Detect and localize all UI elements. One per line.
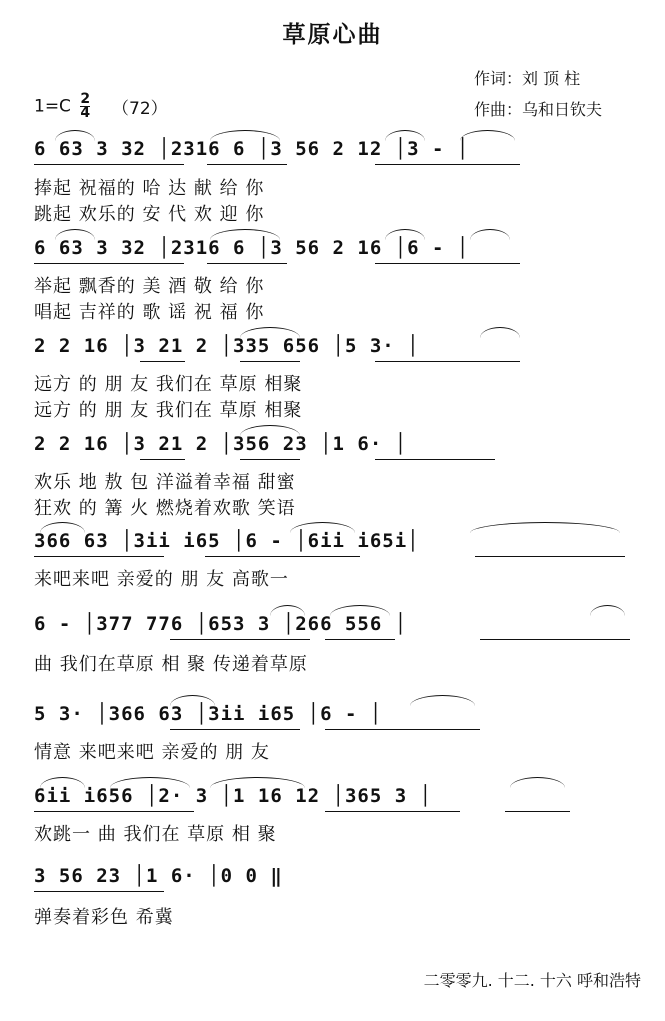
beam [375, 459, 495, 460]
time-top: 2 [80, 91, 91, 107]
notation-line: 5 3· │366 63 │3ii i65 │6 - │ [34, 703, 383, 725]
composer-credit: 作曲：乌和日钦夫 [474, 100, 603, 119]
lyric-line: 情意 来吧来吧 亲爱的 朋 友 [34, 742, 270, 763]
lyric-line: 欢乐 地 敖 包 洋溢着幸福 甜蜜 [34, 472, 296, 493]
slur [470, 229, 510, 240]
slur [385, 130, 425, 141]
beam [170, 639, 310, 640]
lyricist-credit: 作词：刘 顶 柱 [474, 69, 581, 88]
lyric-line: 捧起 祝福的 哈 达 献 给 你 [34, 178, 265, 199]
beam [34, 891, 164, 892]
date-location-footer: 二零零九. 十二. 十六 呼和浩特 [423, 971, 641, 990]
beam [325, 811, 460, 812]
slur [110, 777, 190, 788]
beam [325, 639, 395, 640]
beam [34, 263, 184, 264]
slur [510, 777, 565, 788]
beam [34, 556, 164, 557]
tempo-marking: （72） [112, 99, 168, 119]
key-signature [34, 93, 94, 120]
slur [170, 695, 215, 706]
beam [480, 639, 630, 640]
time-signature [80, 93, 90, 120]
slur [40, 522, 85, 533]
lyric-line: 欢跳一 曲 我们在 草原 相 聚 [34, 824, 277, 845]
beam [34, 164, 184, 165]
slur [240, 425, 300, 436]
song-title: 草原心曲 [282, 22, 383, 48]
slur [410, 695, 475, 706]
key-label: 1=C [34, 96, 71, 117]
slur [290, 522, 355, 533]
time-bottom: 4 [80, 105, 91, 121]
slur [55, 229, 95, 240]
lyric-line: 曲 我们在草原 相 聚 传递着草原 [34, 654, 308, 675]
beam [325, 729, 480, 730]
beam [375, 164, 520, 165]
beam [34, 811, 194, 812]
slur [210, 130, 280, 141]
slur [55, 130, 95, 141]
slur [590, 605, 625, 616]
slur [470, 522, 620, 533]
beam [375, 263, 520, 264]
beam [207, 164, 287, 165]
slur [240, 327, 300, 338]
slur [460, 130, 515, 141]
slur [330, 605, 390, 616]
lyric-line: 唱起 吉祥的 歌 谣 祝 福 你 [34, 302, 265, 323]
beam [475, 556, 625, 557]
notation-line: 366 63 │3ii i65 │6 - │6ii i65i│ [34, 530, 420, 552]
slur [480, 327, 520, 338]
notation-line: 2 2 16 │3 21 2 │356 23 │1 6· │ [34, 433, 408, 455]
slur [40, 777, 85, 788]
notation-line: 6 - │377 776 │653 3 │266 556 │ [34, 613, 408, 635]
slur [210, 229, 280, 240]
slur [210, 777, 305, 788]
beam [240, 361, 300, 362]
notation-line: 6ii i656 │2· 3 │1 16 12 │365 3 │ [34, 785, 433, 807]
lyric-line: 跳起 欢乐的 安 代 欢 迎 你 [34, 204, 265, 225]
beam [205, 556, 360, 557]
notation-line: 3 56 23 │1 6· │0 0 ‖ [34, 865, 283, 887]
lyric-line: 远方 的 朋 友 我们在 草原 相聚 [34, 374, 303, 395]
lyric-line: 远方 的 朋 友 我们在 草原 相聚 [34, 400, 303, 421]
slur [270, 605, 305, 616]
beam [140, 459, 185, 460]
notation-line: 6 63 3 32 │2316 6 │3 56 2 12 │3 - │ [34, 138, 470, 160]
notation-line: 2 2 16 │3 21 2 │335 656 │5 3· │ [34, 335, 420, 357]
beam [140, 361, 185, 362]
beam [207, 263, 287, 264]
beam [170, 729, 300, 730]
lyric-line: 来吧来吧 亲爱的 朋 友 高歌一 [34, 569, 289, 590]
beam [375, 361, 520, 362]
slur [385, 229, 425, 240]
lyric-line: 举起 飘香的 美 酒 敬 给 你 [34, 276, 265, 297]
lyric-line: 狂欢 的 篝 火 燃烧着欢歌 笑语 [34, 498, 296, 519]
beam [505, 811, 570, 812]
beam [240, 459, 300, 460]
lyric-line: 弹奏着彩色 希冀 [34, 907, 174, 928]
notation-line: 6 63 3 32 │2316 6 │3 56 2 16 │6 - │ [34, 237, 470, 259]
